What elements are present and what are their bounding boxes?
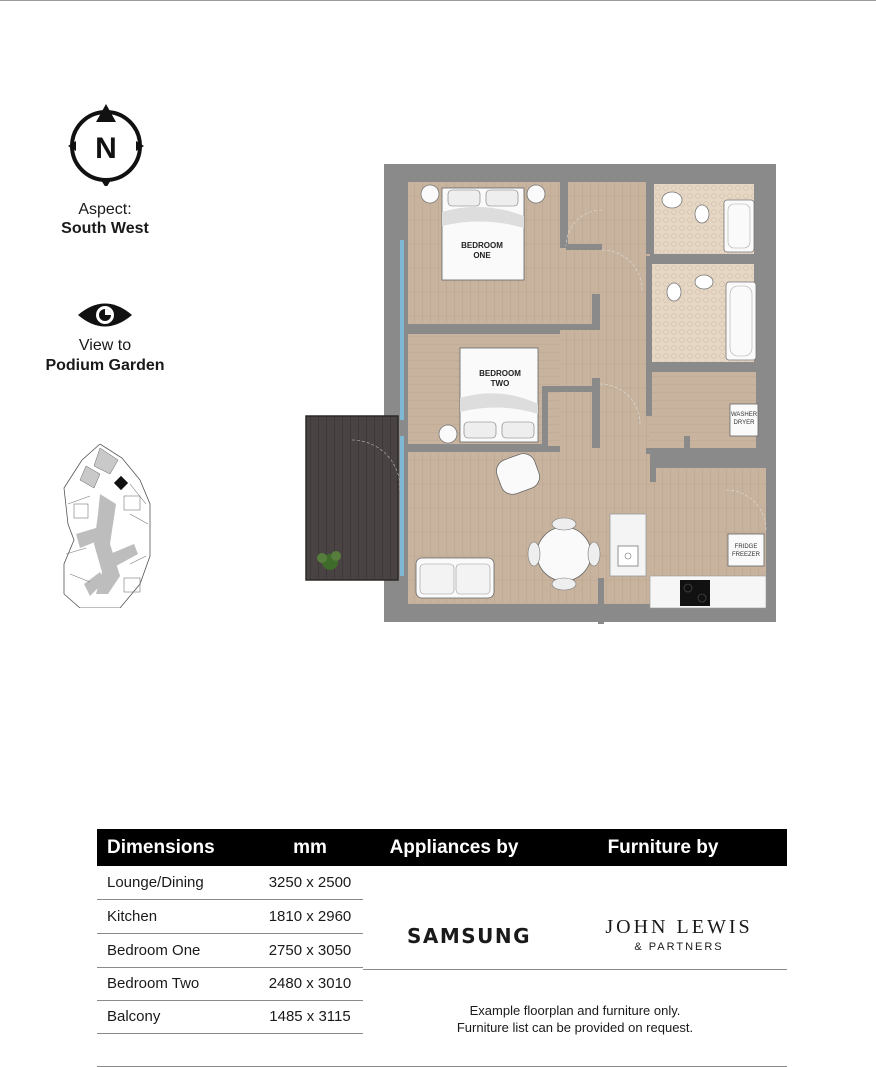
aspect-label: Aspect: bbox=[78, 201, 132, 218]
room-mm: 2480 x 3010 bbox=[268, 975, 352, 992]
bedroom-two-label-2: TWO bbox=[490, 379, 510, 388]
room-mm: 3250 x 2500 bbox=[268, 874, 352, 891]
top-rule bbox=[0, 0, 876, 1]
room-mm: 2750 x 3050 bbox=[268, 942, 352, 959]
view-value: Podium Garden bbox=[45, 357, 165, 374]
sofa bbox=[416, 558, 494, 598]
fridge-label-1: FRIDGE bbox=[734, 544, 758, 550]
eye-icon bbox=[76, 298, 134, 332]
table-header bbox=[97, 829, 787, 866]
header-appliances: Appliances by bbox=[389, 836, 519, 858]
note-line-2: Furniture list can be provided on request. bbox=[456, 1020, 694, 1035]
room-name: Balcony bbox=[107, 1008, 161, 1025]
bed-one bbox=[442, 188, 524, 280]
header-furniture: Furniture by bbox=[607, 836, 719, 858]
room-mm: 1485 x 3115 bbox=[269, 1008, 351, 1025]
samsung-logo: SAMSUNG bbox=[406, 924, 532, 948]
floor-plan bbox=[302, 160, 778, 626]
divider bbox=[363, 969, 787, 970]
bed-two bbox=[460, 348, 538, 442]
specification-table bbox=[97, 829, 787, 1066]
aspect-value: South West bbox=[61, 220, 149, 237]
room-name: Bedroom One bbox=[107, 942, 201, 959]
table-body bbox=[97, 866, 787, 1066]
fridge-label-2: FREEZER bbox=[731, 552, 761, 558]
washer-label-2: DRYER bbox=[733, 420, 755, 426]
john-lewis-logo: JOHN LEWIS bbox=[605, 916, 753, 938]
room-name: Kitchen bbox=[107, 908, 158, 925]
bedroom-two-label-1: BEDROOM bbox=[479, 369, 521, 378]
table-row bbox=[97, 1000, 363, 1034]
table-row bbox=[97, 900, 363, 934]
john-lewis-partners: & PARTNERS bbox=[634, 941, 724, 953]
room-name: Bedroom Two bbox=[107, 975, 200, 992]
table-row bbox=[97, 866, 363, 900]
room-mm: 1810 x 2960 bbox=[268, 908, 352, 925]
disclaimer-note bbox=[397, 1002, 753, 1036]
compass-letter: N bbox=[95, 132, 117, 165]
compass-north-icon bbox=[66, 102, 146, 186]
bedroom-one-label-1: BEDROOM bbox=[461, 241, 503, 250]
header-dimensions: Dimensions bbox=[107, 836, 215, 858]
room-name: Lounge/Dining bbox=[107, 874, 204, 891]
note-line-1: Example floorplan and furniture only. bbox=[469, 1003, 681, 1018]
view-label: View to bbox=[78, 337, 132, 354]
table-row bbox=[97, 967, 363, 1001]
header-mm: mm bbox=[293, 836, 327, 858]
bedroom-one-label-2: ONE bbox=[473, 251, 491, 260]
washer-label-1: WASHER bbox=[730, 412, 758, 418]
table-row bbox=[97, 934, 363, 968]
building-key-plan bbox=[60, 444, 156, 608]
table-row-spacer bbox=[97, 1033, 363, 1067]
